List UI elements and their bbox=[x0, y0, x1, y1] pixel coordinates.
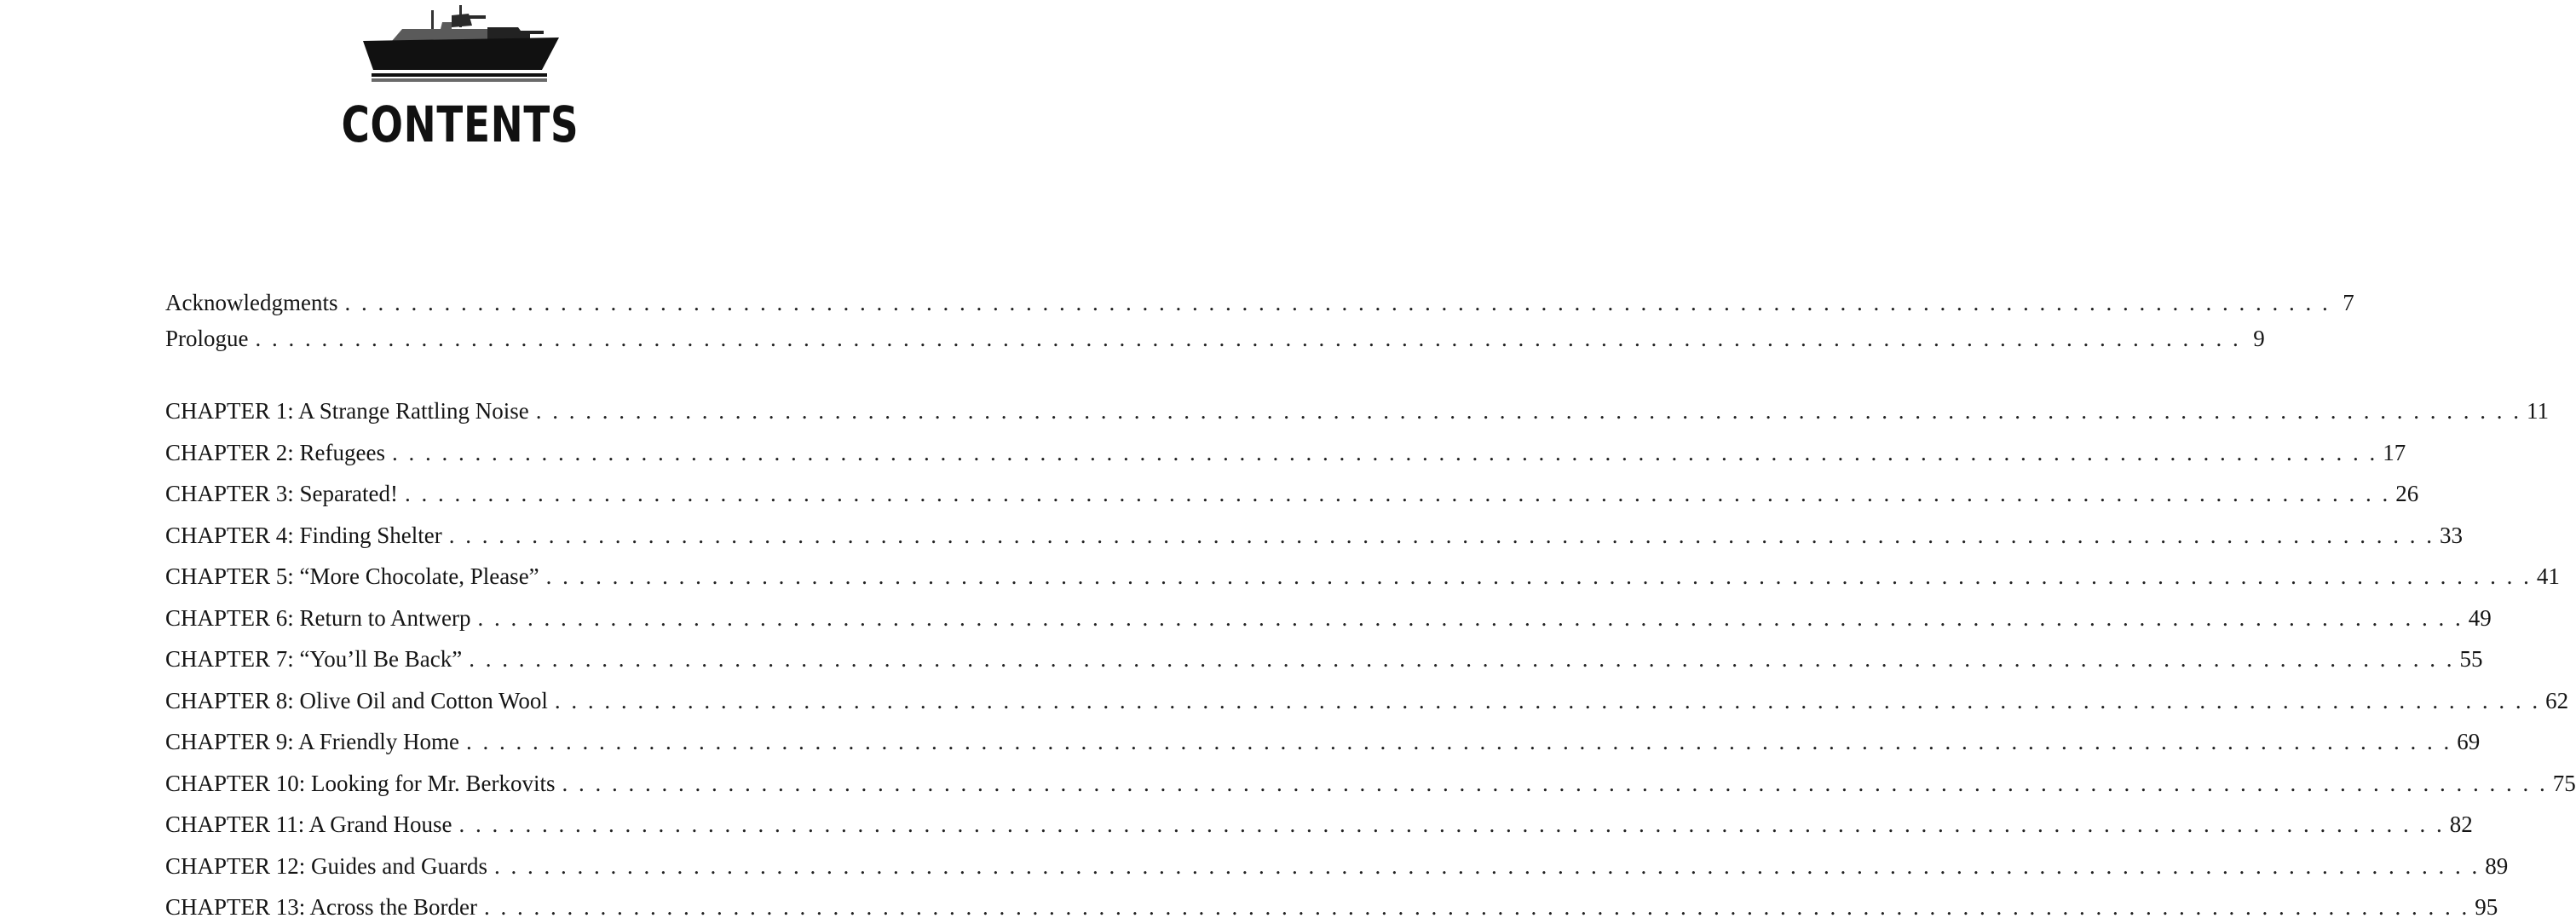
toc-entry-page-number: 82 bbox=[2449, 811, 2473, 837]
toc-dot-leader: . . . . . . . . . . . . . . . . . . . . . . . . . . . . . . . . . . . . . . . . . . . . . . . . . . . . . . . . . . . . . . . . . . . . . . . . . . . . . . . . . . . . . . . . . . . . . . . . . . . . . . . . . . . . . . . . . . . . . . . . bbox=[483, 894, 2470, 920]
toc-entry-title: CHAPTER 8: Olive Oil and Cotton Wool bbox=[165, 687, 548, 713]
toc-chapter-entry bbox=[165, 642, 2483, 676]
toc-dot-leader: . . . . . . . . . . . . . . . . . . . . . . . . . . . . . . . . . . . . . . . . . . . . . . . . . . . . . . . . . . . . . . . . . . . . . . . . . . . . . . . . . . . . . . . . . . . . . . . . . . . . . . . . . . . . . . . . . . . . . . . . bbox=[545, 563, 2532, 589]
toc-dot-leader: . . . . . . . . . . . . . . . . . . . . . . . . . . . . . . . . . . . . . . . . . . . . . . . . . . . . . . . . . . . . . . . . . . . . . . . . . . . . . . . . . . . . . . . . . . . . . . . . . . . . . . . . . . . . . . . . . . . . . . . . bbox=[404, 481, 2391, 506]
toc-entry-page-number: 26 bbox=[2395, 481, 2419, 506]
toc-dot-leader: . . . . . . . . . . . . . . . . . . . . . . . . . . . . . . . . . . . . . . . . . . . . . . . . . . . . . . . . . . . . . . . . . . . . . . . . . . . . . . . . . . . . . . . . . . . . . . . . . . . . . . . . . . . . . . . . . . . . . . . . bbox=[458, 811, 2445, 837]
toc-entry-page-number: 49 bbox=[2468, 604, 2492, 631]
toc-entry-page-number: 75 bbox=[2552, 770, 2576, 796]
toc-chapter-entry bbox=[165, 559, 2560, 593]
toc-entry-page-number: 33 bbox=[2440, 522, 2464, 548]
toc-entry-page-number: 11 bbox=[2527, 398, 2550, 424]
toc-chapter-entry bbox=[165, 394, 2550, 428]
toc-entry-page-number: 95 bbox=[2475, 894, 2498, 920]
toc-entry-title: CHAPTER 6: Return to Antwerp bbox=[165, 604, 471, 631]
toc-entry-title: CHAPTER 3: Separated! bbox=[165, 481, 398, 506]
toc-dot-leader: . . . . . . . . . . . . . . . . . . . . . . . . . . . . . . . . . . . . . . . . . . . . . . . . . . . . . . . . . . . . . . . . . . . . . . . . . . . . . . . . . . . . . . . . . . . . . . . . . . . . . . . . . . . . . . . . . . . . . . . . bbox=[255, 326, 2241, 351]
toc-entry-page-number: 7 bbox=[2343, 290, 2354, 315]
toc-entry-page-number: 89 bbox=[2485, 852, 2509, 879]
toc-chapter-entry bbox=[165, 476, 2419, 511]
toc-dot-leader: . . . . . . . . . . . . . . . . . . . . . . . . . . . . . . . . . . . . . . . . . . . . . . . . . . . . . . . . . . . . . . . . . . . . . . . . . . . . . . . . . . . . . . . . . . . . . . . . . . . . . . . . . . . . . . . . . . . . . . . . bbox=[493, 852, 2481, 879]
toc-entry-page-number: 41 bbox=[2536, 563, 2560, 589]
toc-entry-title: CHAPTER 2: Refugees bbox=[165, 439, 385, 465]
toc-front-matter-entry bbox=[165, 286, 2354, 320]
toc-dot-leader: . . . . . . . . . . . . . . . . . . . . . . . . . . . . . . . . . . . . . . . . . . . . . . . . . . . . . . . . . . . . . . . . . . . . . . . . . . . . . . . . . . . . . . . . . . . . . . . . . . . . . . . . . . . . . . . . . . . . . . . . bbox=[466, 729, 2452, 754]
toc-entry-page-number: 55 bbox=[2459, 646, 2483, 672]
toc-entry-title: CHAPTER 1: A Strange Rattling Noise bbox=[165, 398, 529, 424]
toc-entry-title: CHAPTER 12: Guides and Guards bbox=[165, 852, 487, 879]
toc-chapter-entry bbox=[165, 518, 2464, 552]
toc-chapter-entry bbox=[165, 890, 2498, 924]
toc-entry-page-number: 69 bbox=[2457, 729, 2481, 754]
toc-entry-page-number: 9 bbox=[2253, 326, 2265, 351]
toc-dot-leader: . . . . . . . . . . . . . . . . . . . . . . . . . . . . . . . . . . . . . . . . . . . . . . . . . . . . . . . . . . . . . . . . . . . . . . . . . . . . . . . . . . . . . . . . . . . . . . . . . . . . . . . . . . . . . . . . . . . . . . . . bbox=[448, 522, 2435, 548]
toc-entry-page-number: 62 bbox=[2545, 687, 2569, 713]
toc-entry-title: CHAPTER 13: Across the Border bbox=[165, 894, 477, 920]
toc-dot-leader: . . . . . . . . . . . . . . . . . . . . . . . . . . . . . . . . . . . . . . . . . . . . . . . . . . . . . . . . . . . . . . . . . . . . . . . . . . . . . . . . . . . . . . . . . . . . . . . . . . . . . . . . . . . . . . . . . . . . . . . . bbox=[391, 439, 2378, 465]
toc-chapter-entry bbox=[165, 766, 2576, 800]
toc-entry-title: CHAPTER 9: A Friendly Home bbox=[165, 729, 460, 754]
toc-chapter-entry bbox=[165, 849, 2509, 883]
toc-entry-title: CHAPTER 4: Finding Shelter bbox=[165, 522, 442, 548]
toc-entry-title: CHAPTER 11: A Grand House bbox=[165, 811, 452, 837]
toc-chapter-entry bbox=[165, 436, 2406, 470]
toc-dot-leader: . . . . . . . . . . . . . . . . . . . . . . . . . . . . . . . . . . . . . . . . . . . . . . . . . . . . . . . . . . . . . . . . . . . . . . . . . . . . . . . . . . . . . . . . . . . . . . . . . . . . . . . . . . . . . . . . . . . . . . . . bbox=[562, 770, 2548, 796]
page-title: CONTENTS bbox=[341, 95, 579, 153]
toc-entry-title: CHAPTER 7: “You’ll Be Back” bbox=[165, 646, 463, 672]
toc-chapter-entry bbox=[165, 725, 2481, 759]
toc-chapter-entry bbox=[165, 601, 2492, 635]
toc-chapter-entry bbox=[165, 807, 2473, 841]
toc-entry-page-number: 17 bbox=[2383, 439, 2406, 465]
toc-dot-leader: . . . . . . . . . . . . . . . . . . . . . . . . . . . . . . . . . . . . . . . . . . . . . . . . . . . . . . . . . . . . . . . . . . . . . . . . . . . . . . . . . . . . . . . . . . . . . . . . . . . . . . . . . . . . . . . . . . . . . . . . bbox=[469, 646, 2455, 672]
table-of-contents bbox=[165, 0, 2576, 921]
toc-entry-title: CHAPTER 5: “More Chocolate, Please” bbox=[165, 563, 539, 589]
toc-dot-leader: . . . . . . . . . . . . . . . . . . . . . . . . . . . . . . . . . . . . . . . . . . . . . . . . . . . . . . . . . . . . . . . . . . . . . . . . . . . . . . . . . . . . . . . . . . . . . . . . . . . . . . . . . . . . . . . . . . . . . . . . bbox=[477, 604, 2464, 631]
toc-dot-leader: . . . . . . . . . . . . . . . . . . . . . . . . . . . . . . . . . . . . . . . . . . . . . . . . . . . . . . . . . . . . . . . . . . . . . . . . . . . . . . . . . . . . . . . . . . . . . . . . . . . . . . . . . . . . . . . . . . . . . . . . bbox=[535, 398, 2522, 424]
toc-entry-title: Acknowledgments bbox=[165, 290, 338, 315]
toc-entry-title: Prologue bbox=[165, 326, 249, 351]
toc-front-matter-entry bbox=[165, 321, 2265, 355]
toc-dot-leader: . . . . . . . . . . . . . . . . . . . . . . . . . . . . . . . . . . . . . . . . . . . . . . . . . . . . . . . . . . . . . . . . . . . . . . . . . . . . . . . . . . . . . . . . . . . . . . . . . . . . . . . . . . . . . . . . . . . . . . . . bbox=[344, 290, 2331, 315]
toc-dot-leader: . . . . . . . . . . . . . . . . . . . . . . . . . . . . . . . . . . . . . . . . . . . . . . . . . . . . . . . . . . . . . . . . . . . . . . . . . . . . . . . . . . . . . . . . . . . . . . . . . . . . . . . . . . . . . . . . . . . . . . . . bbox=[554, 687, 2541, 713]
toc-entry-title: CHAPTER 10: Looking for Mr. Berkovits bbox=[165, 770, 556, 796]
toc-chapter-entry bbox=[165, 684, 2569, 718]
